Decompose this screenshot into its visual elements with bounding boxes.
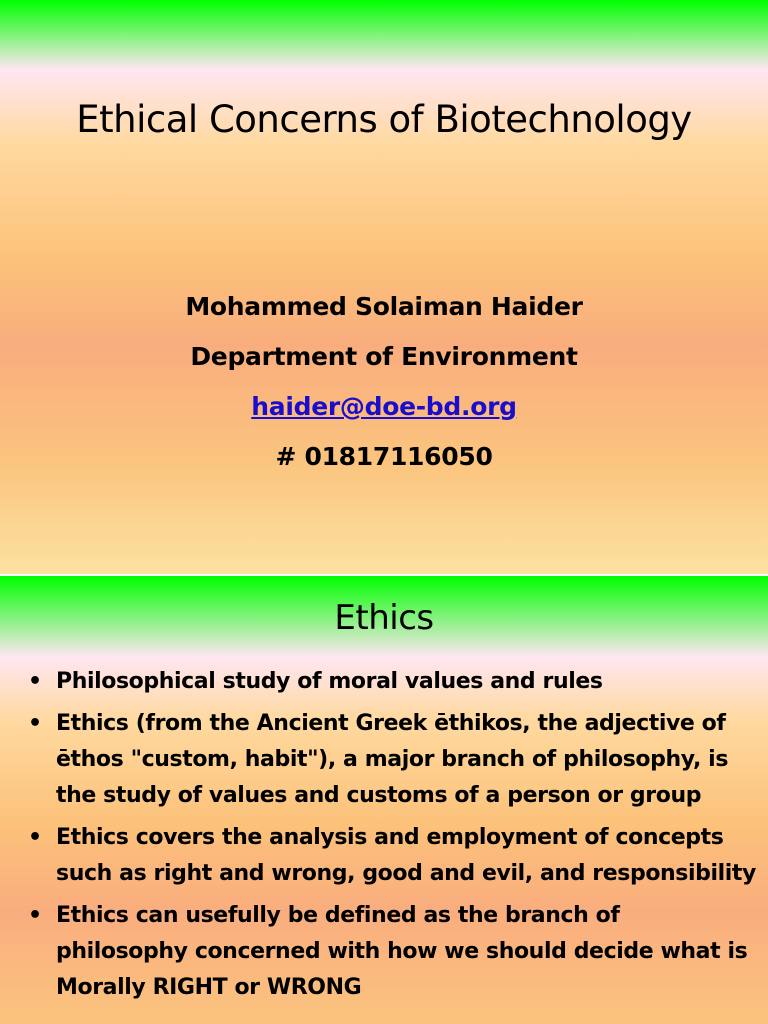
bullet-item [28,898,758,1006]
presentation-title: Ethical Concerns of Biotechnology [76,98,692,141]
bullet-list [28,664,758,1012]
author-email-link[interactable]: haider@doe-bd.org [251,392,517,421]
author-info [0,284,768,484]
bullet-item [28,820,758,892]
author-name: Mohammed Solaiman Haider [185,292,583,321]
bullet-item [28,706,758,814]
author-phone: # 01817116050 [275,442,493,471]
slide-title: Ethics [334,598,434,638]
bullet-icon: • [28,669,42,694]
author-department: Department of Environment [190,342,578,371]
bullet-text: Philosophical study of moral values and rules [56,669,603,694]
bullet-icon: • [28,903,42,928]
bullet-text: Ethics can usefully be defined as the branch of philosophy concerned with how we should decide what is Morally RIGHT or WRONG [56,903,748,1000]
bullet-text: Ethics covers the analysis and employment of concepts such as right and wrong, good and evil, and responsibility [56,825,756,886]
ethics-slide [0,576,768,1024]
bullet-item [28,664,758,700]
bullet-text: Ethics (from the Ancient Greek ēthikos, the adjective of ēthos "custom, habit"), a major branch of philosophy, is the study of values and customs of a person or group [56,711,729,808]
bullet-icon: • [28,711,42,736]
bullet-icon: • [28,825,42,850]
